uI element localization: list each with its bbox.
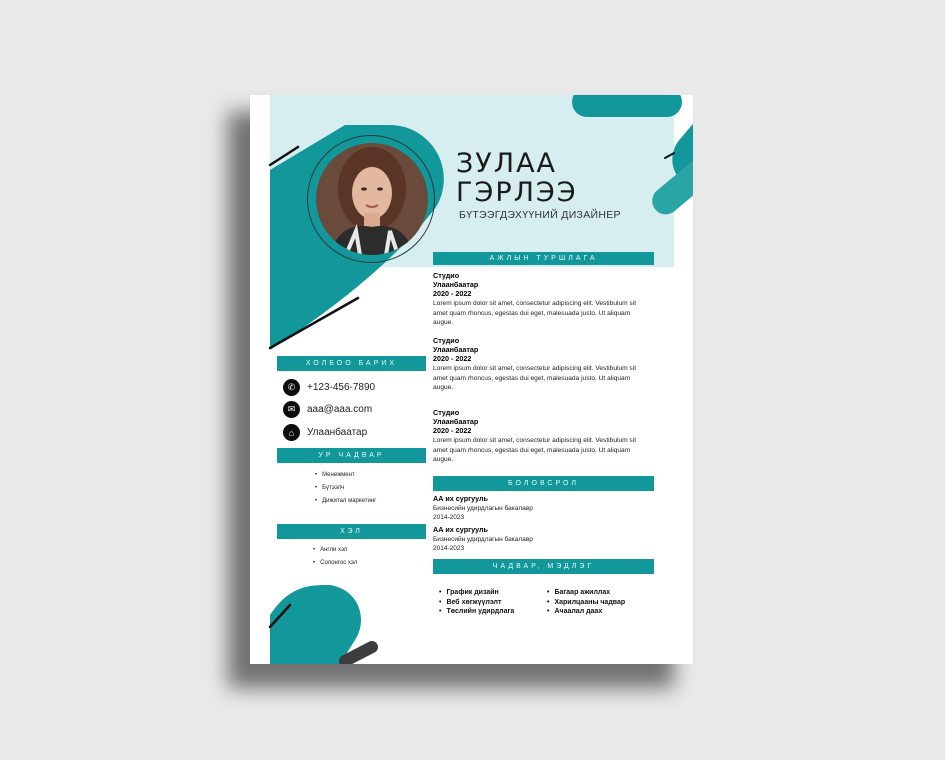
profile-photo [316,143,428,255]
mail-icon: ✉ [283,401,300,418]
company: Студио [433,336,460,345]
years: 2014-2023 [433,545,465,552]
job-title: БҮТЭЭГДЭХҮҮНИЙ ДИЗАЙНЕР [459,209,621,221]
list-item: • График дизайн [439,588,514,598]
years: 2020 - 2022 [433,426,472,435]
degree: Бизнесийн удирдлагын бакалавр [433,535,533,543]
language-list [313,544,357,570]
knowledge-list-1 [439,588,514,617]
school: АА их сургууль [433,525,488,534]
home-icon: ⌂ [283,424,300,441]
experience-entry [433,408,651,465]
years: 2014-2023 [433,514,465,521]
name-line-1: ЗУЛАА [456,148,558,179]
knowledge-list-2 [547,588,625,617]
city: Улаанбаатар [433,280,479,289]
description: Lorem ipsum dolor sit amet, consectetur adipiscing elit. Vestibulum sit amet quam rhoncus, egestas dui eget, malesuada justo. Ut aliquam augue. [433,365,637,391]
description: Lorem ipsum dolor sit amet, consectetur adipiscing elit. Vestibulum sit amet quam rhoncus, egestas dui eget, malesuada justo. Ut aliquam augue. [433,300,637,326]
education-entry [433,525,533,554]
section-language-heading: ХЭЛ [277,524,426,539]
company: Студио [433,271,460,280]
name-line-2: ГЭРЛЭЭ [456,177,578,208]
section-education-heading: БОЛОВСРОЛ [433,476,654,491]
city: Улаанбаатар [433,417,479,426]
years: 2020 - 2022 [433,354,472,363]
list-item: • Багаар ажиллах [547,588,625,598]
section-knowledge-heading: ЧАДВАР, МЭДЛЭГ [433,559,654,574]
experience-entry [433,271,651,328]
contact-email[interactable] [283,401,372,418]
list-item: • Веб хөгжүүлэлт [439,598,514,608]
resume-page [250,95,693,664]
skills-list [315,469,376,508]
contact-address [283,424,367,441]
section-experience-heading: АЖЛЫН ТУРШЛАГА [433,252,654,265]
person-name [456,149,578,207]
list-item: • Бүтээлч [315,482,376,495]
section-contact-heading: ХОЛБОО БАРИХ [277,356,426,371]
degree: Бизнесийн удирдлагын бакалавр [433,504,533,512]
company: Студио [433,408,460,417]
list-item: • Харилцааны чадвар [547,598,625,608]
school: АА их сургууль [433,494,488,503]
experience-entry [433,336,651,393]
contact-phone[interactable] [283,379,375,396]
list-item: • Ачаалал даах [547,607,625,617]
description: Lorem ipsum dolor sit amet, consectetur adipiscing elit. Vestibulum sit amet quam rhoncus, egestas dui eget, malesuada justo. Ut aliquam augue. [433,437,637,463]
education-entry [433,494,533,523]
years: 2020 - 2022 [433,289,472,298]
city: Улаанбаатар [433,345,479,354]
section-skills-heading: УР ЧАДВАР [277,448,426,463]
address-text: Улаанбаатар [307,427,368,438]
list-item: • Англи хэл [313,544,357,557]
email-text: aaa@aaa.com [307,404,373,415]
list-item: • Менежмент [315,469,376,482]
list-item: • Солонгос хэл [313,557,357,570]
list-item: • Дижитал маркетинг [315,495,376,508]
list-item: • Төслийн удирдлага [439,607,514,617]
phone-text: +123-456-7890 [307,382,376,393]
phone-icon: ✆ [283,379,300,396]
